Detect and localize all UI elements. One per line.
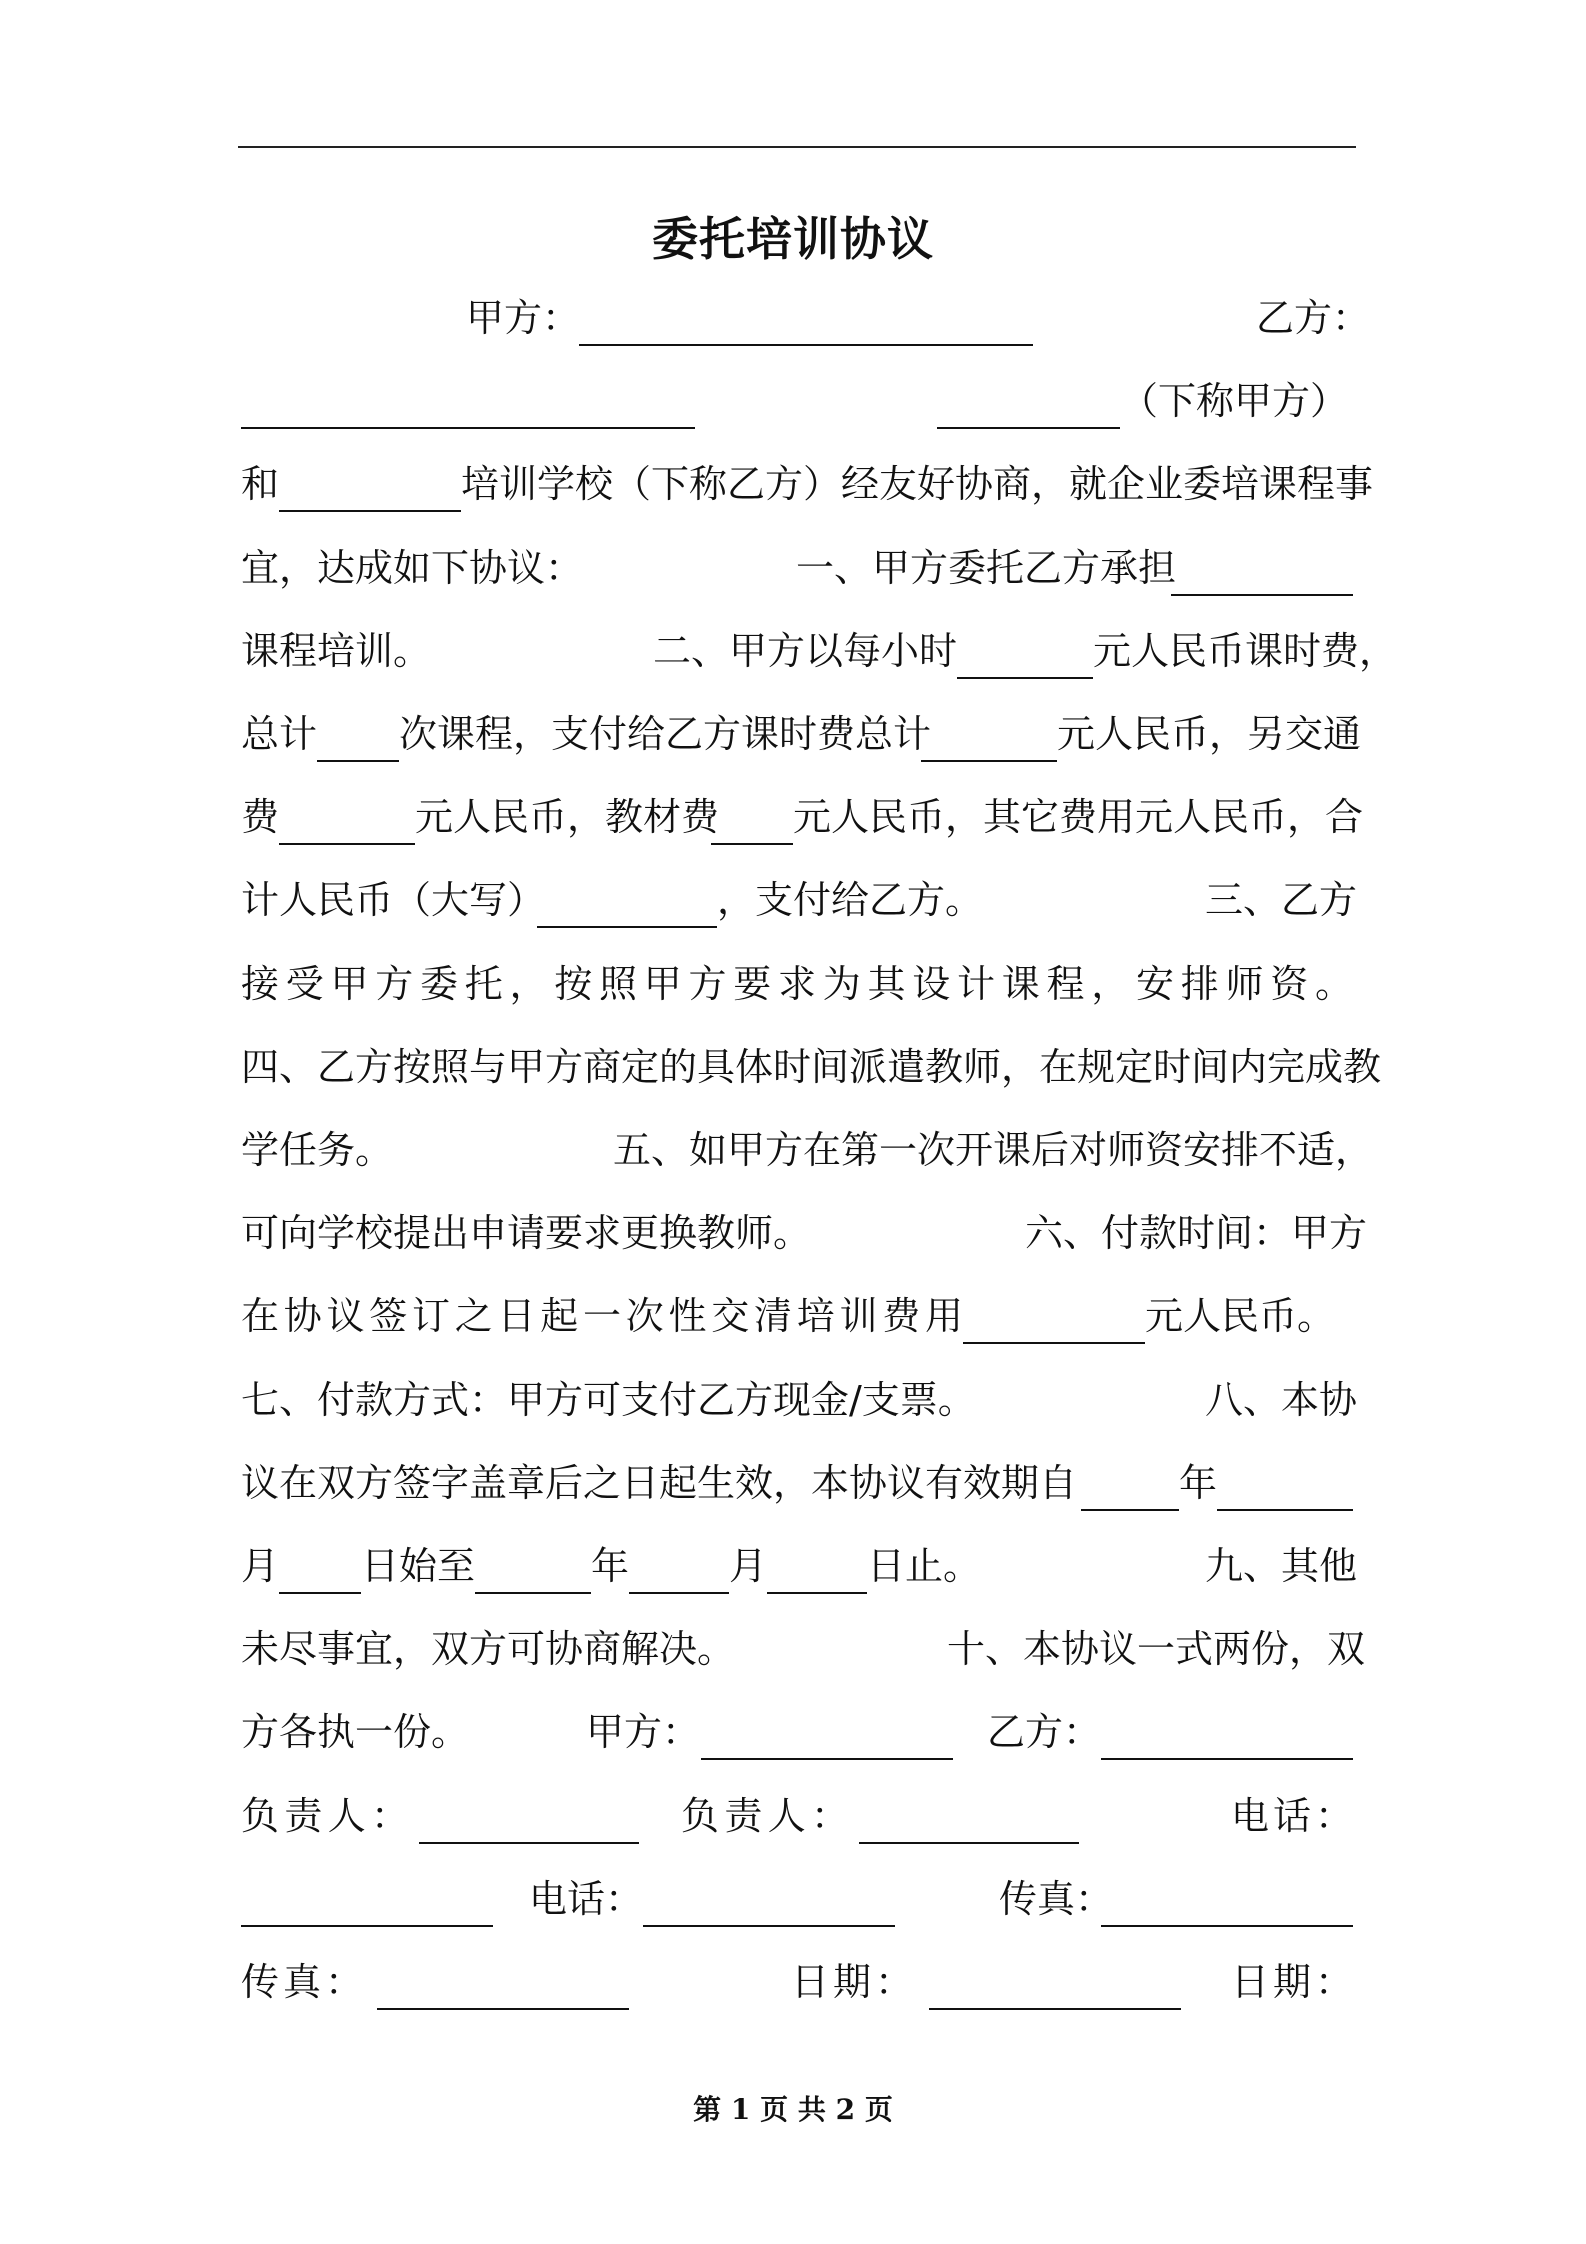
agreement-text: 费 [241, 795, 280, 840]
agreement-text: 电话： [529, 1876, 644, 1921]
agreement-text: 日止。 [867, 1544, 982, 1588]
fill-in-blank[interactable] [929, 1940, 1181, 2024]
agreement-text: ，支付给乙方。 [717, 878, 984, 923]
agreement-line [241, 942, 1353, 1026]
agreement-text: 负责人： [241, 1793, 409, 1838]
agreement-line [241, 1108, 1374, 1192]
agreement-text: 元人民币。 [1145, 1294, 1336, 1339]
fill-in-blank[interactable] [279, 1524, 361, 1608]
agreement-text: 方各执一份。 [241, 1710, 470, 1755]
agreement-text: 年 [1179, 1460, 1218, 1505]
agreement-text: 宜，达成如下协议： [241, 545, 584, 590]
agreement-line [241, 858, 1358, 942]
fill-in-blank[interactable] [629, 1524, 729, 1608]
fill-in-blank[interactable] [1101, 1857, 1353, 1941]
agreement-line [241, 442, 1374, 526]
agreement-text: 元人民币，教材费 [415, 795, 720, 840]
agreement-line [241, 276, 1371, 360]
fill-in-blank[interactable] [859, 1774, 1079, 1858]
agreement-text: 课程培训。 [241, 628, 432, 673]
agreement-text: 培训学校（下称乙方）经友好协商，就企业委培课程事 [461, 462, 1374, 507]
fill-in-blank[interactable] [701, 1690, 953, 1774]
fill-in-blank[interactable] [241, 359, 695, 443]
agreement-text: 元人民币课时费， [1093, 628, 1398, 673]
agreement-text: 次课程，支付给乙方课时费总计 [399, 712, 932, 756]
agreement-line [241, 359, 1353, 443]
agreement-text: 日始至 [361, 1544, 476, 1588]
fill-in-blank[interactable] [963, 1274, 1145, 1358]
fill-in-blank[interactable] [537, 858, 717, 942]
document-title: 委托培训协议 [652, 212, 934, 266]
fill-in-blank[interactable] [937, 359, 1120, 443]
fill-in-blank[interactable] [767, 1524, 867, 1608]
agreement-text: 十、本协议一式两份，双 [947, 1627, 1366, 1672]
agreement-text: 九、其他 [1205, 1544, 1358, 1588]
agreement-line [241, 526, 1353, 610]
agreement-text: 传真： [241, 1960, 363, 2004]
agreement-line [241, 1441, 1353, 1525]
agreement-line [241, 609, 1398, 693]
agreement-line [241, 1940, 1353, 2024]
fill-in-blank[interactable] [643, 1857, 895, 1941]
agreement-text: 月 [241, 1544, 280, 1588]
agreement-text: 和 [241, 462, 280, 507]
agreement-text: 乙方： [987, 1710, 1102, 1755]
agreement-line [241, 1690, 1353, 1774]
agreement-line [241, 1358, 1358, 1442]
agreement-text: 六、付款时间：甲方 [1025, 1211, 1368, 1256]
agreement-text: 计人民币（大写） [241, 878, 546, 923]
agreement-line [241, 1857, 1353, 1941]
agreement-text: 未尽事宜，双方可协商解决。 [241, 1627, 736, 1672]
agreement-text: 七、付款方式：甲方可支付乙方现金/支票。 [241, 1377, 976, 1422]
fill-in-blank[interactable] [241, 1857, 493, 1941]
agreement-text: 三、乙方 [1205, 878, 1358, 923]
agreement-text: 日期： [1231, 1960, 1353, 2004]
agreement-text: 总计 [241, 712, 318, 756]
agreement-text: 可向学校提出申请要求更换教师。 [241, 1211, 812, 1256]
fill-in-blank[interactable] [1081, 1441, 1179, 1525]
fill-in-blank[interactable] [377, 1940, 629, 2024]
fill-in-blank[interactable] [1101, 1690, 1353, 1774]
agreement-text: 元人民币，另交通 [1057, 712, 1362, 756]
agreement-text: 日期： [791, 1960, 913, 2004]
fill-in-blank[interactable] [957, 609, 1093, 693]
agreement-text: 一、甲方委托乙方承担 [796, 545, 1177, 590]
agreement-line [241, 1524, 1358, 1608]
agreement-text: 八、本协 [1205, 1377, 1358, 1422]
agreement-line [241, 692, 1362, 776]
agreement-text: 五、如甲方在第一次开课后对师资安排不适， [613, 1128, 1374, 1172]
page-footer: 第 1 页 共 2 页 [693, 2093, 893, 2126]
agreement-text: 负责人： [681, 1793, 849, 1838]
fill-in-blank[interactable] [579, 276, 1033, 360]
agreement-line [241, 1607, 1366, 1691]
agreement-line [241, 1025, 1382, 1109]
agreement-text: 月 [729, 1544, 768, 1588]
agreement-text: 在协议签订之日起一次性交清培训费用 [241, 1294, 963, 1339]
fill-in-blank[interactable] [711, 775, 793, 859]
agreement-text: 元人民币，其它费用元人民币，合 [793, 795, 1364, 840]
fill-in-blank[interactable] [921, 692, 1057, 776]
fill-in-blank[interactable] [1217, 1441, 1353, 1525]
fill-in-blank[interactable] [419, 1774, 639, 1858]
agreement-text: 二、甲方以每小时 [653, 628, 958, 673]
agreement-text: 四、乙方按照与甲方商定的具体时间派遣教师，在规定时间内完成教 [241, 1044, 1382, 1089]
agreement-text: 甲方： [466, 296, 581, 340]
header-rule [238, 146, 1356, 148]
fill-in-blank[interactable] [1171, 526, 1353, 610]
agreement-text: 学任务。 [241, 1128, 394, 1172]
agreement-text: 电话： [1231, 1793, 1353, 1838]
fill-in-blank[interactable] [279, 442, 461, 526]
agreement-line [241, 1191, 1368, 1275]
fill-in-blank[interactable] [279, 775, 415, 859]
agreement-line [241, 1774, 1353, 1858]
agreement-line [241, 1274, 1353, 1358]
agreement-text: （下称甲方） [1120, 379, 1349, 424]
fill-in-blank[interactable] [475, 1524, 591, 1608]
agreement-line [241, 775, 1364, 859]
agreement-text: 议在双方签字盖章后之日起生效，本协议有效期自 [241, 1460, 1078, 1505]
agreement-text: 乙方： [1256, 296, 1371, 340]
fill-in-blank[interactable] [317, 692, 399, 776]
agreement-text: 年 [591, 1544, 630, 1588]
agreement-text: 接受甲方委托，按照甲方要求为其设计课程，安排师资。 [241, 961, 1353, 1006]
agreement-text: 甲方： [586, 1710, 701, 1755]
agreement-text: 传真： [999, 1876, 1114, 1921]
